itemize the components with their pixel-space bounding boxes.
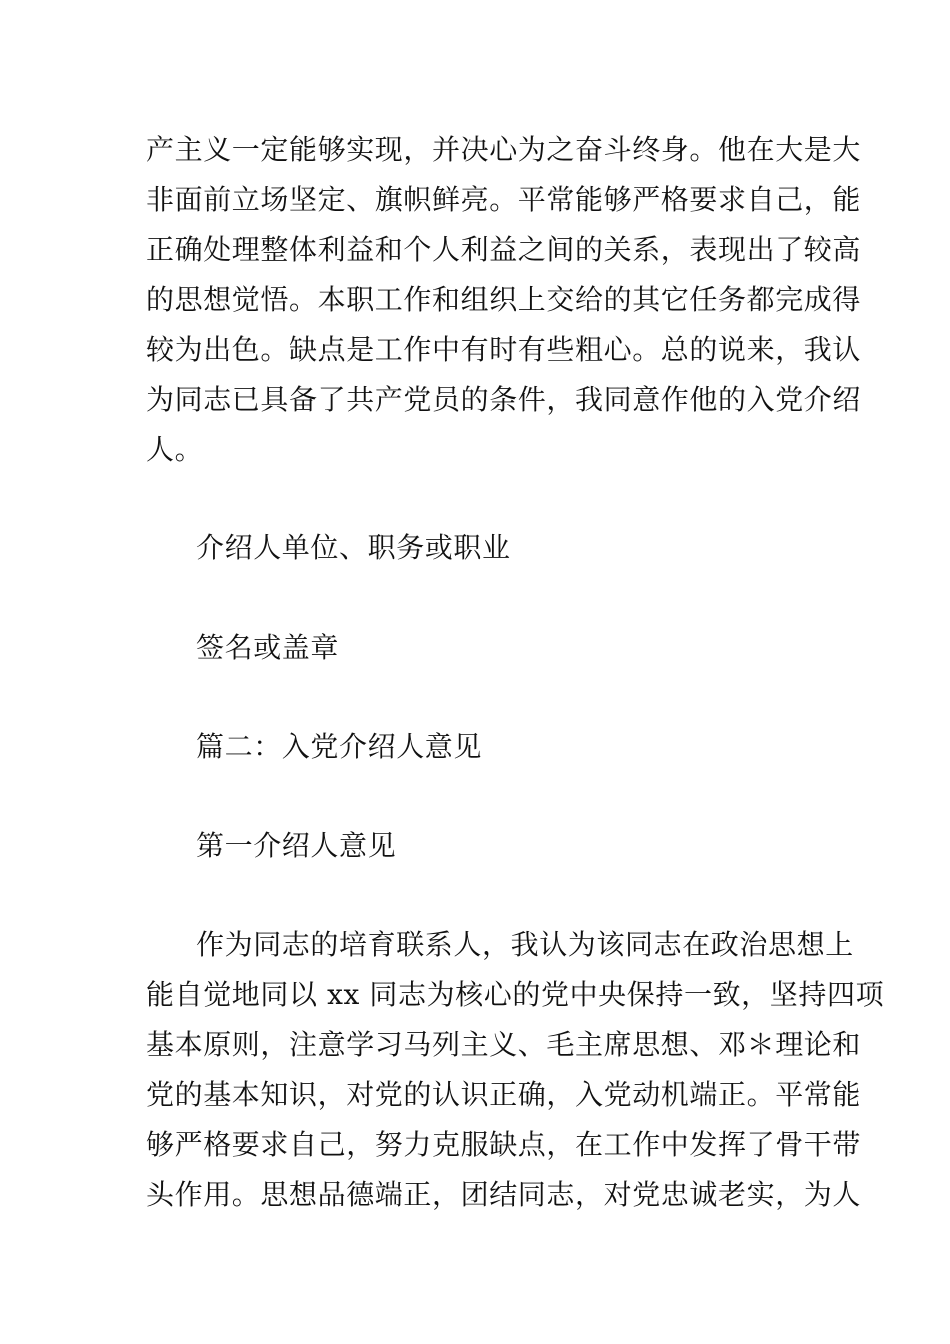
signature-label: 签名或盖章 xyxy=(196,631,340,664)
paragraph-line: 头作用。思想品德端正，团结同志，对党忠诚老实，为人 xyxy=(146,1178,862,1211)
unit-label: 介绍人单位、职务或职业 xyxy=(196,531,511,564)
paragraph-line: 基本原则，注意学习马列主义、毛主席思想、邓＊理论和 xyxy=(146,1028,862,1061)
paragraph-line: 产主义一定能够实现，并决心为之奋斗终身。他在大是大 xyxy=(146,133,862,166)
section-heading: 篇二：入党介绍人意见 xyxy=(196,730,483,763)
paragraph-line: 正确处理整体利益和个人利益之间的关系，表现出了较高 xyxy=(146,233,862,266)
paragraph-line: 够严格要求自己，努力克服缺点，在工作中发挥了骨干带 xyxy=(146,1128,862,1161)
paragraph-line: 党的基本知识，对党的认识正确，入党动机端正。平常能 xyxy=(146,1078,862,1111)
paragraph-line: 的思想觉悟。本职工作和组织上交给的其它任务都完成得 xyxy=(146,283,862,316)
paragraph-line: 人。 xyxy=(146,433,204,466)
paragraph-line: 较为出色。缺点是工作中有时有些粗心。总的说来，我认 xyxy=(146,333,862,366)
sub-heading: 第一介绍人意见 xyxy=(196,829,397,862)
paragraph-line: 非面前立场坚定、旗帜鲜亮。平常能够严格要求自己，能 xyxy=(146,183,862,216)
paragraph-line: 为同志已具备了共产党员的条件，我同意作他的入党介绍 xyxy=(146,383,862,416)
paragraph-line: 作为同志的培育联系人，我认为该同志在政治思想上 xyxy=(196,928,854,961)
paragraph-line: 能自觉地同以 xx 同志为核心的党中央保持一致，坚持四项 xyxy=(146,978,885,1011)
